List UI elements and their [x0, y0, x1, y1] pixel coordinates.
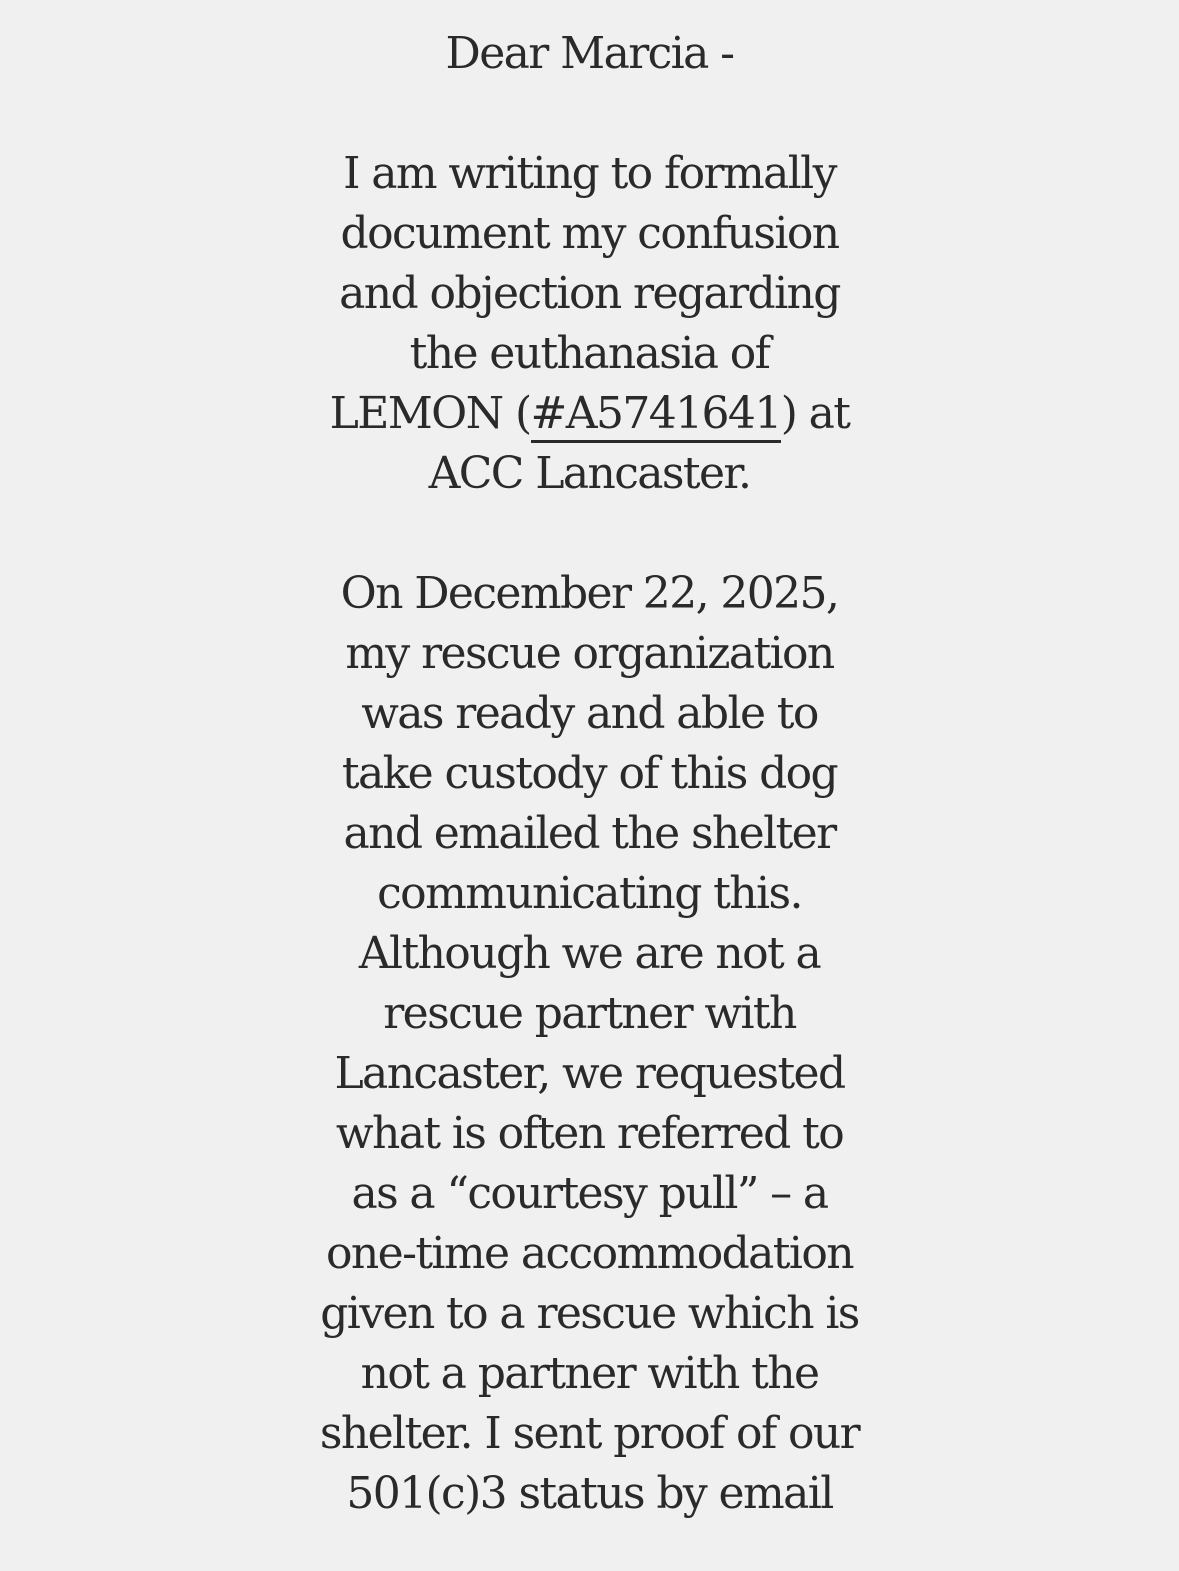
text-line: one-time accommodation — [326, 1228, 853, 1279]
text-line: communicating this. — [377, 868, 802, 919]
letter-body — [0, 24, 1179, 1524]
text-line: not a partner with the — [360, 1348, 819, 1399]
paragraph-gap — [0, 504, 1179, 564]
text-line-case — [0, 384, 1179, 444]
text-line: was ready and able to — [361, 688, 818, 739]
text-line: rescue partner with — [383, 988, 796, 1039]
text-line: Lancaster, we requested — [334, 1048, 845, 1099]
text-line: and emailed the shelter — [343, 808, 836, 859]
text-line: On December 22, 2025, — [340, 568, 839, 619]
text-line: take custody of this dog — [341, 748, 838, 799]
text-line: and objection regarding — [339, 268, 840, 319]
case-number-link[interactable]: #A5741641 — [531, 388, 781, 443]
text-line: ACC Lancaster. — [428, 448, 751, 499]
text-line: I am writing to formally — [343, 148, 836, 199]
text-line: as a “courtesy pull” – a — [351, 1168, 828, 1219]
paragraph-gap — [0, 84, 1179, 144]
case-suffix: ) at — [780, 388, 850, 439]
text-line: the euthanasia of — [409, 328, 770, 379]
case-prefix: LEMON ( — [329, 388, 531, 439]
text-line: document my confusion — [340, 208, 839, 259]
text-line: 501(c)3 status by email — [346, 1468, 833, 1519]
text-line: my rescue organization — [345, 628, 834, 679]
text-line: shelter. I sent proof of our — [319, 1408, 860, 1459]
greeting — [0, 24, 1179, 84]
text-line: Although we are not a — [358, 928, 821, 979]
text-line: given to a rescue which is — [320, 1288, 859, 1339]
paragraph-1 — [0, 144, 1179, 504]
paragraph-2 — [0, 564, 1179, 1524]
text-line: what is often referred to — [335, 1108, 844, 1159]
greeting-line: Dear Marcia - — [445, 28, 734, 79]
